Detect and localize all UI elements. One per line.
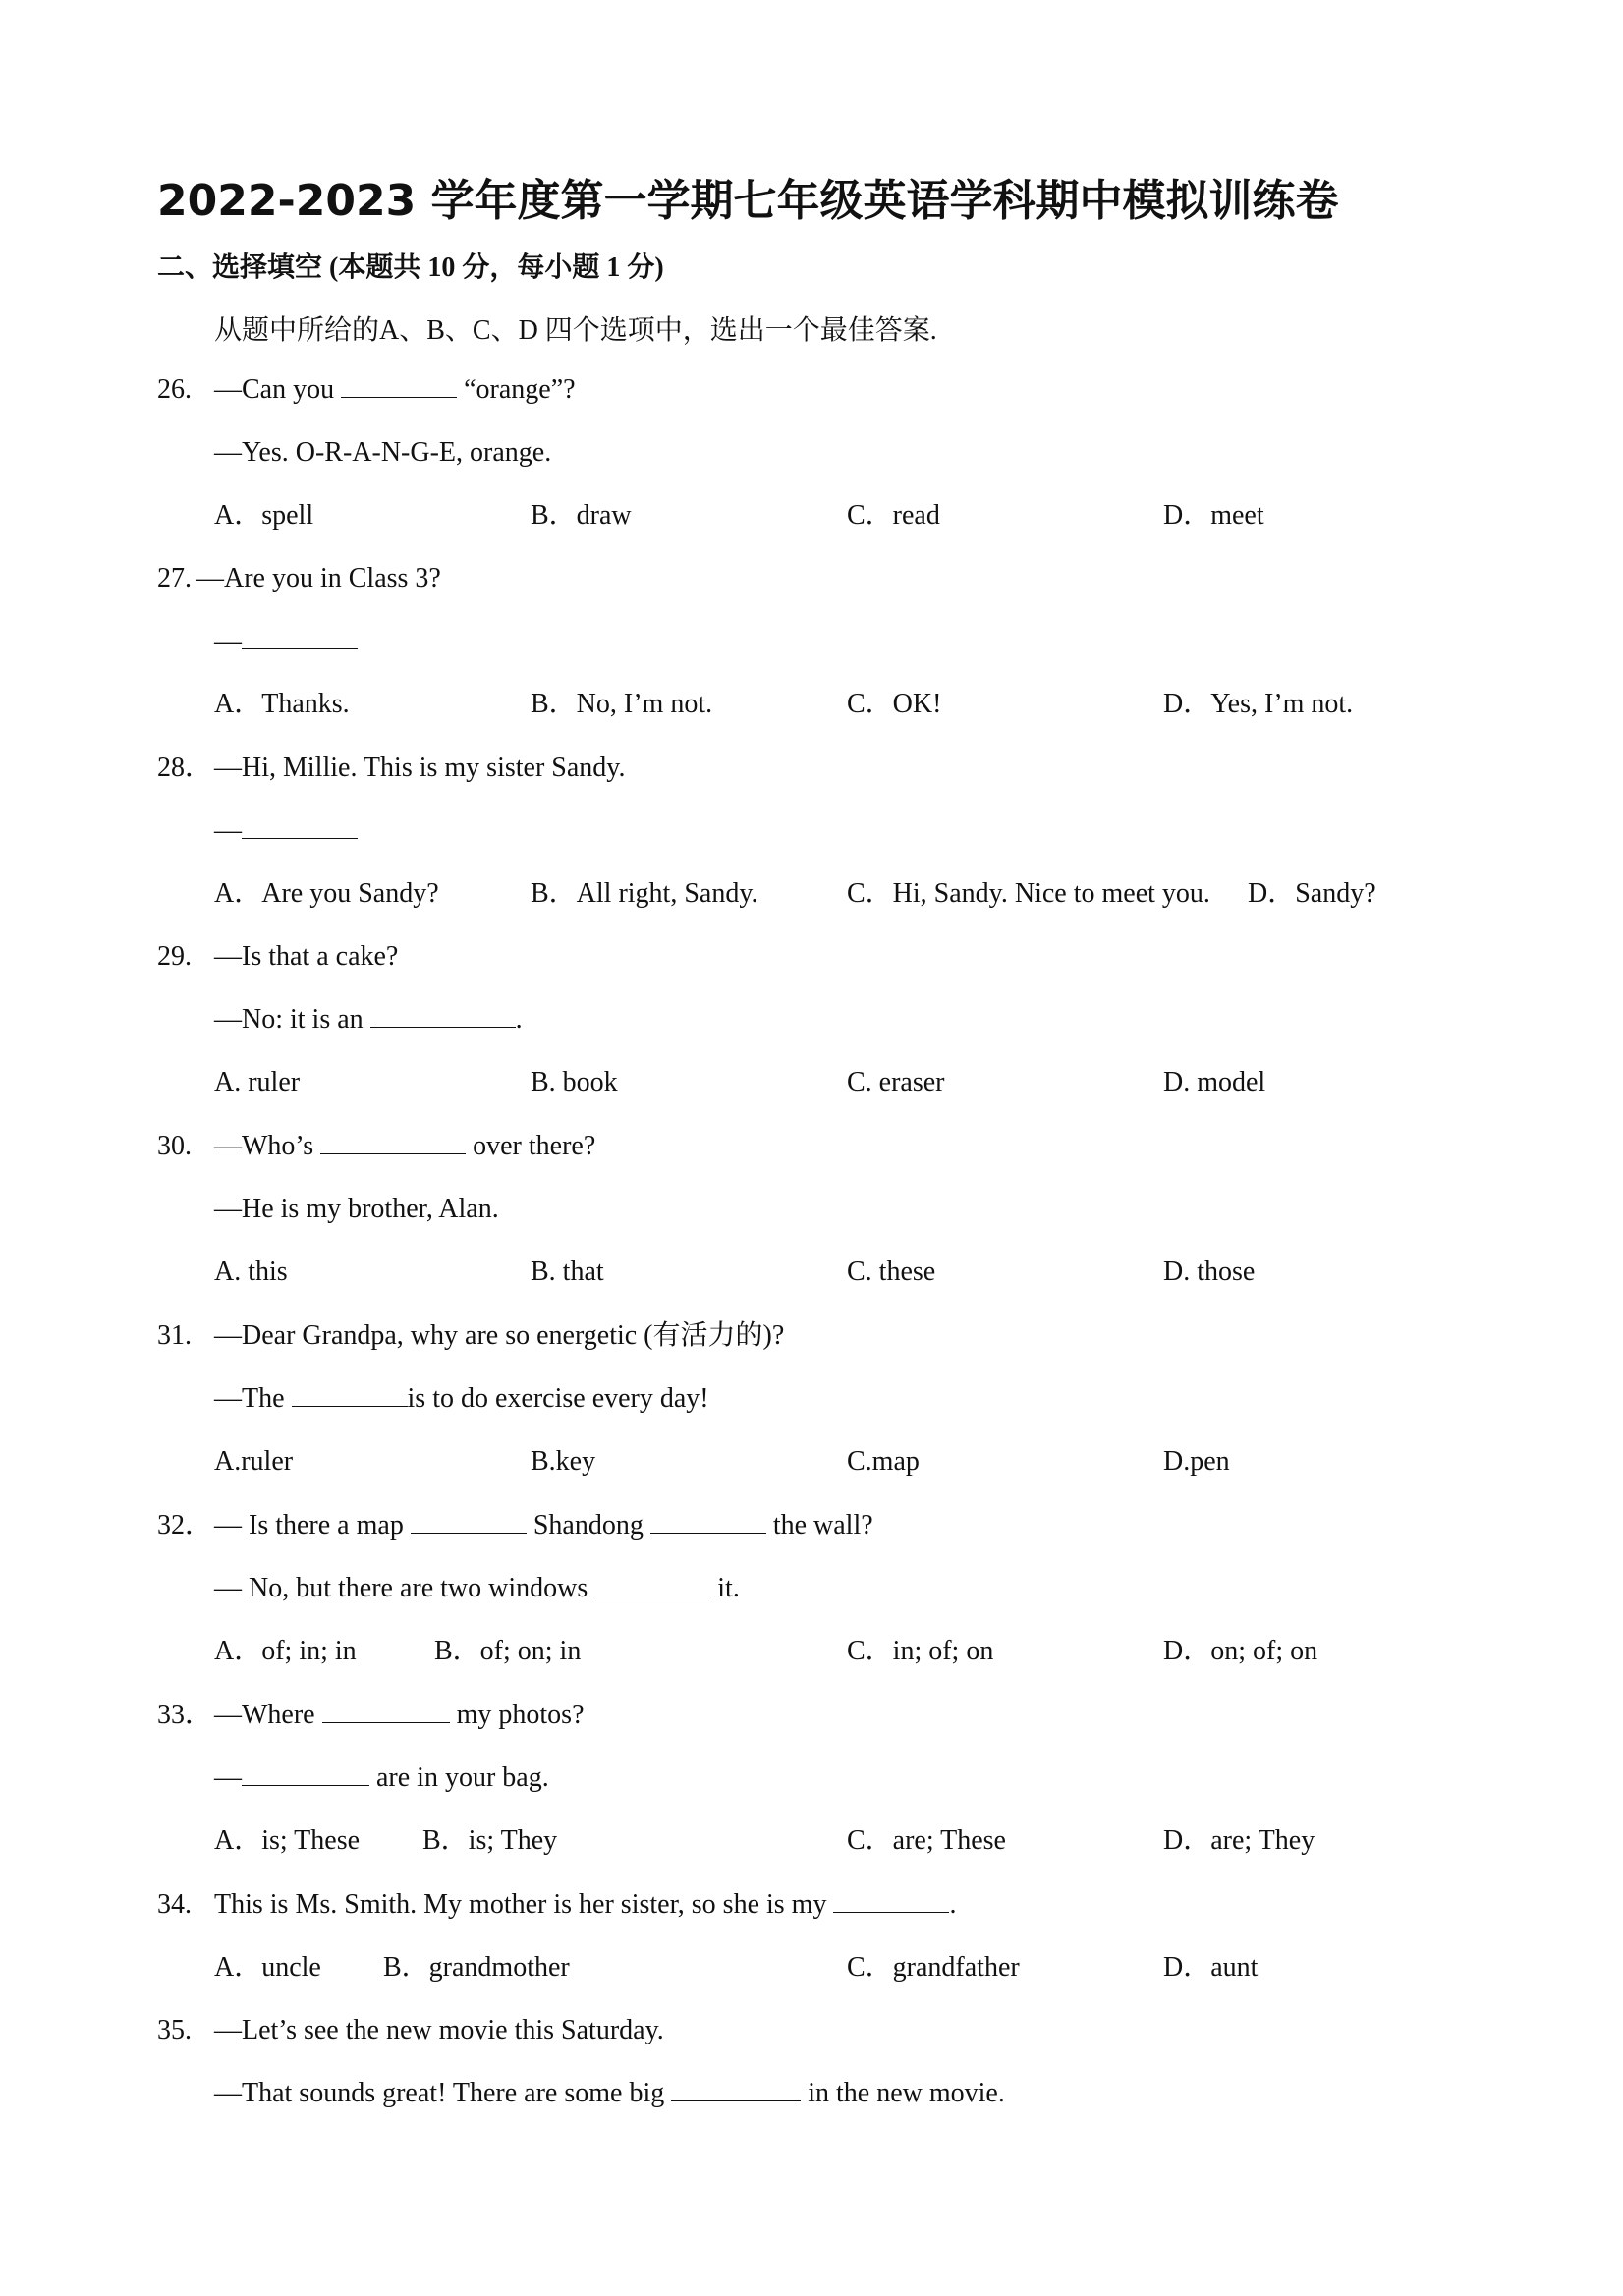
question-stem bbox=[196, 562, 441, 595]
answer-option[interactable]: C. eraser bbox=[847, 1067, 945, 1097]
answer-option[interactable]: A．uncle bbox=[214, 1952, 321, 1983]
answer-blank[interactable] bbox=[292, 1384, 408, 1407]
text-fragment: This is Ms. Smith. My mother is her sister, so she is my bbox=[214, 1889, 834, 1920]
question-stem bbox=[214, 1509, 873, 1542]
question-number: 28． bbox=[157, 753, 213, 783]
text-fragment: —Are you in Class 3? bbox=[196, 563, 441, 593]
text-fragment: “orange”? bbox=[457, 374, 576, 405]
question-reply bbox=[214, 1003, 523, 1036]
answer-option[interactable]: B．grandmother bbox=[383, 1952, 570, 1983]
answer-option[interactable]: D. model bbox=[1163, 1067, 1266, 1097]
answer-option[interactable]: A．is; These bbox=[214, 1825, 361, 1856]
text-fragment: over there? bbox=[466, 1131, 596, 1161]
question-number: 34. bbox=[157, 1889, 192, 1920]
text-fragment: —Where bbox=[214, 1700, 322, 1730]
text-fragment: —The bbox=[214, 1383, 292, 1414]
answer-blank[interactable] bbox=[242, 816, 358, 839]
answer-option[interactable]: D．meet bbox=[1163, 500, 1264, 531]
answer-option[interactable]: B．No, I’m not. bbox=[531, 689, 713, 719]
text-fragment: Shandong bbox=[526, 1510, 650, 1540]
answer-option[interactable]: C．are; These bbox=[847, 1825, 1006, 1856]
question-number: 32． bbox=[157, 1510, 213, 1540]
question-stem bbox=[214, 940, 398, 974]
answer-option[interactable]: D. those bbox=[1163, 1257, 1256, 1287]
answer-option[interactable]: B. book bbox=[531, 1067, 618, 1097]
answer-option[interactable]: B．is; They bbox=[422, 1825, 558, 1856]
question-reply bbox=[214, 1382, 709, 1416]
question-reply bbox=[214, 625, 358, 658]
text-fragment: —Yes. O-R-A-N-G-E, orange. bbox=[214, 437, 552, 468]
answer-blank[interactable] bbox=[341, 375, 457, 398]
text-fragment: it. bbox=[710, 1573, 740, 1603]
answer-option[interactable]: B．of; on; in bbox=[434, 1636, 582, 1666]
text-fragment: in the new movie. bbox=[801, 2078, 1005, 2108]
answer-option[interactable]: D．are; They bbox=[1163, 1825, 1315, 1856]
answer-blank[interactable] bbox=[242, 1764, 369, 1786]
text-fragment: — No, but there are two windows bbox=[214, 1573, 595, 1603]
section-instruction: 从题中所给的A、B、C、D 四个选项中，选出一个最佳答案. bbox=[214, 315, 937, 346]
text-fragment: . bbox=[515, 1004, 523, 1035]
page-title: 2022-2023 学年度第一学期七年级英语学科期中模拟训练卷 bbox=[157, 176, 1339, 226]
question-number: 35. bbox=[157, 2015, 192, 2045]
text-fragment: —That sounds great! There are some big bbox=[214, 2078, 672, 2108]
answer-option[interactable]: C．grandfather bbox=[847, 1952, 1020, 1983]
answer-option[interactable]: B．All right, Sandy. bbox=[531, 878, 758, 909]
answer-option[interactable]: A. ruler bbox=[214, 1067, 301, 1097]
answer-blank[interactable] bbox=[320, 1132, 466, 1154]
text-fragment: my photos? bbox=[449, 1700, 585, 1730]
answer-option[interactable]: D.pen bbox=[1163, 1446, 1230, 1477]
answer-option[interactable]: D．aunt bbox=[1163, 1952, 1259, 1983]
text-fragment: —Dear Grandpa, why are so energetic (有活力的)? bbox=[214, 1320, 785, 1351]
text-fragment: —He is my brother, Alan. bbox=[214, 1194, 499, 1224]
text-fragment: the wall? bbox=[765, 1510, 873, 1540]
question-reply bbox=[214, 1193, 499, 1226]
answer-blank[interactable] bbox=[242, 627, 358, 649]
answer-option[interactable]: D．on; of; on bbox=[1163, 1636, 1318, 1666]
answer-blank[interactable] bbox=[650, 1511, 766, 1534]
question-reply bbox=[214, 1572, 740, 1605]
answer-option[interactable]: C.map bbox=[847, 1446, 920, 1477]
answer-option[interactable]: C．Hi, Sandy. Nice to meet you. bbox=[847, 878, 1210, 909]
answer-option[interactable]: C．OK! bbox=[847, 689, 942, 719]
question-reply bbox=[214, 2077, 1005, 2110]
text-fragment: — bbox=[214, 1763, 242, 1793]
question-stem bbox=[214, 1699, 585, 1732]
text-fragment: —Is that a cake? bbox=[214, 941, 399, 972]
section-heading: 二、选择填空 (本题共 10 分，每小题 1 分) bbox=[157, 252, 664, 283]
answer-option[interactable]: C．in; of; on bbox=[847, 1636, 994, 1666]
text-fragment: —Can you bbox=[214, 374, 342, 405]
answer-option[interactable]: A. this bbox=[214, 1257, 288, 1287]
question-stem bbox=[214, 2014, 664, 2047]
answer-option[interactable]: A．Thanks. bbox=[214, 689, 350, 719]
text-fragment: — bbox=[214, 815, 242, 846]
question-number: 31. bbox=[157, 1320, 192, 1351]
text-fragment: —No: it is an bbox=[214, 1004, 370, 1035]
answer-blank[interactable] bbox=[833, 1890, 949, 1913]
question-stem bbox=[214, 1130, 595, 1163]
answer-blank[interactable] bbox=[370, 1005, 516, 1028]
answer-blank[interactable] bbox=[594, 1574, 710, 1596]
text-fragment: . bbox=[949, 1889, 957, 1920]
question-stem bbox=[214, 752, 625, 785]
answer-option[interactable]: D．Sandy? bbox=[1248, 878, 1376, 909]
answer-option[interactable]: B. that bbox=[531, 1257, 604, 1287]
question-number: 30. bbox=[157, 1131, 192, 1161]
question-number: 33． bbox=[157, 1700, 213, 1730]
answer-option[interactable]: D．Yes, I’m not. bbox=[1163, 689, 1354, 719]
text-fragment: is to do exercise every day! bbox=[407, 1383, 709, 1414]
question-number: 29. bbox=[157, 941, 192, 972]
text-fragment: — Is there a map bbox=[214, 1510, 411, 1540]
question-reply bbox=[214, 436, 551, 470]
text-fragment: —Who’s bbox=[214, 1131, 321, 1161]
answer-option[interactable]: A．spell bbox=[214, 500, 314, 531]
text-fragment: —Hi, Millie. This is my sister Sandy. bbox=[214, 753, 626, 783]
answer-option[interactable]: A．of; in; in bbox=[214, 1636, 357, 1666]
question-stem bbox=[214, 1319, 784, 1353]
question-reply bbox=[214, 814, 358, 848]
question-reply bbox=[214, 1762, 549, 1795]
answer-option[interactable]: A.ruler bbox=[214, 1446, 294, 1477]
answer-option[interactable]: B．draw bbox=[531, 500, 632, 531]
text-fragment: —Let’s see the new movie this Saturday. bbox=[214, 2015, 664, 2045]
question-number: 26. bbox=[157, 374, 192, 405]
answer-option[interactable]: B.key bbox=[531, 1446, 596, 1477]
answer-option[interactable]: C. these bbox=[847, 1257, 936, 1287]
answer-blank[interactable] bbox=[322, 1701, 450, 1723]
answer-option[interactable]: A．Are you Sandy? bbox=[214, 878, 439, 909]
answer-blank[interactable] bbox=[411, 1511, 527, 1534]
text-fragment: — bbox=[214, 626, 242, 656]
question-stem bbox=[214, 373, 576, 407]
question-number: 27. bbox=[157, 563, 192, 593]
text-fragment: are in your bag. bbox=[369, 1763, 549, 1793]
answer-option[interactable]: C．read bbox=[847, 500, 940, 531]
question-stem bbox=[214, 1888, 956, 1922]
answer-blank[interactable] bbox=[671, 2079, 801, 2101]
